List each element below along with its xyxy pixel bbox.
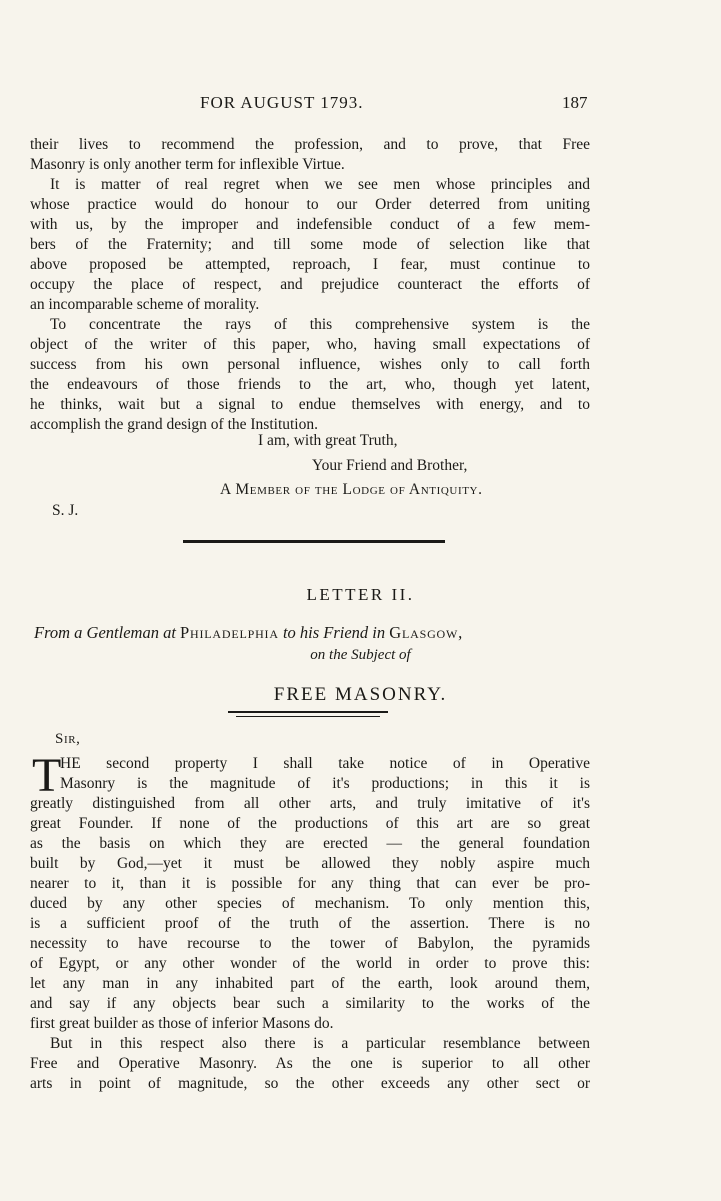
from-city: Philadelphia [180, 623, 279, 642]
text-line: necessity to have recourse to the tower of Babylon, the pyramids [30, 935, 590, 952]
text-line: Masonry is the magnitude of it's productions; in this it is [60, 775, 590, 792]
text-line: Masonry is only another term for inflexible Virtue. [30, 156, 345, 173]
text-line: as the basis on which they are erected — the general foundation [30, 835, 590, 852]
text-line: occupy the place of respect, and prejudice counteract the efforts of [30, 276, 590, 293]
text-line: accomplish the grand design of the Institution. [30, 416, 318, 433]
section-divider [183, 540, 445, 543]
text-line: whose practice would do honour to our Order deterred from uniting [30, 196, 590, 213]
text-line: bers of the Fraternity; and till some mode of selection like that [30, 236, 590, 253]
title-rule [228, 711, 388, 713]
letter-title: FREE MASONRY. [273, 684, 448, 705]
closing-line: Your Friend and Brother, [312, 457, 468, 474]
text-line: an incomparable scheme of morality. [30, 296, 260, 313]
text-line: with us, by the improper and indefensible conduct of a few mem- [30, 216, 590, 233]
text-line: of Egypt, or any other wonder of the world in order to prove this: [30, 955, 590, 972]
text-block-top [30, 135, 590, 435]
text-line: object of the writer of this paper, who, having small expectations of [30, 336, 590, 353]
text-line: above proposed be attempted, reproach, I fear, must continue to [30, 256, 590, 273]
letter-subject: on the Subject of [310, 647, 411, 663]
text-line: HE second property I shall take notice of in Operative [60, 755, 590, 772]
text-block-letter [30, 749, 590, 1094]
text-line: built by God,—yet it must be allowed they nobly aspire much [30, 855, 590, 872]
from-prefix: From a Gentleman at [34, 623, 176, 642]
text-line: nearer to it, than it is possible for any thing that can ever be pro- [30, 875, 590, 892]
letter-heading: LETTER II. [306, 585, 415, 604]
closing-line: I am, with great Truth, [258, 432, 398, 449]
letter-from-line [34, 623, 463, 643]
text-line: let any man in any inhabited part of the earth, look around them, [30, 975, 590, 992]
salutation: Sir, [55, 731, 81, 747]
text-line: he thinks, wait but a signal to endue themselves with energy, and to [30, 396, 590, 413]
text-line: the endeavours of those friends to the art, who, though yet latent, [30, 376, 590, 393]
text-line: is a sufficient proof of the truth of the assertion. There is no [30, 915, 590, 932]
text-line: first great builder as those of inferior Masons do. [30, 1015, 334, 1032]
text-line: It is matter of real regret when we see men whose principles and [50, 176, 590, 193]
running-title: FOR AUGUST 1793. [200, 93, 364, 112]
running-head [0, 93, 721, 119]
drop-cap: T [32, 749, 62, 802]
text-line: great Founder. If none of the productions of this art are so great [30, 815, 590, 832]
page-number: 187 [562, 93, 588, 112]
from-mid: to his Friend in [282, 623, 386, 642]
text-line: success from his own personal influence, wishes only to call forth [30, 356, 590, 373]
text-line: duced by any other species of mechanism. To only mention this, [30, 895, 590, 912]
text-line: But in this respect also there is a particular resemblance between [50, 1035, 590, 1052]
text-line: their lives to recommend the profession, and to prove, that Free [30, 136, 590, 153]
text-line: arts in point of magnitude, so the other exceeds any other sect or [30, 1075, 590, 1092]
text-line: Free and Operative Masonry. As the one is superior to all other [30, 1055, 590, 1072]
text-line: and say if any objects bear such a similarity to the works of the [30, 995, 590, 1012]
text-line: To concentrate the rays of this comprehensive system is the [50, 316, 590, 333]
signature: A Member of the Lodge of Antiquity. [220, 481, 483, 498]
initials: S. J. [52, 502, 79, 519]
to-city: Glasgow, [389, 623, 464, 642]
text-line: greatly distinguished from all other arts, and truly imitative of it's [30, 795, 590, 812]
title-rule [236, 716, 380, 717]
